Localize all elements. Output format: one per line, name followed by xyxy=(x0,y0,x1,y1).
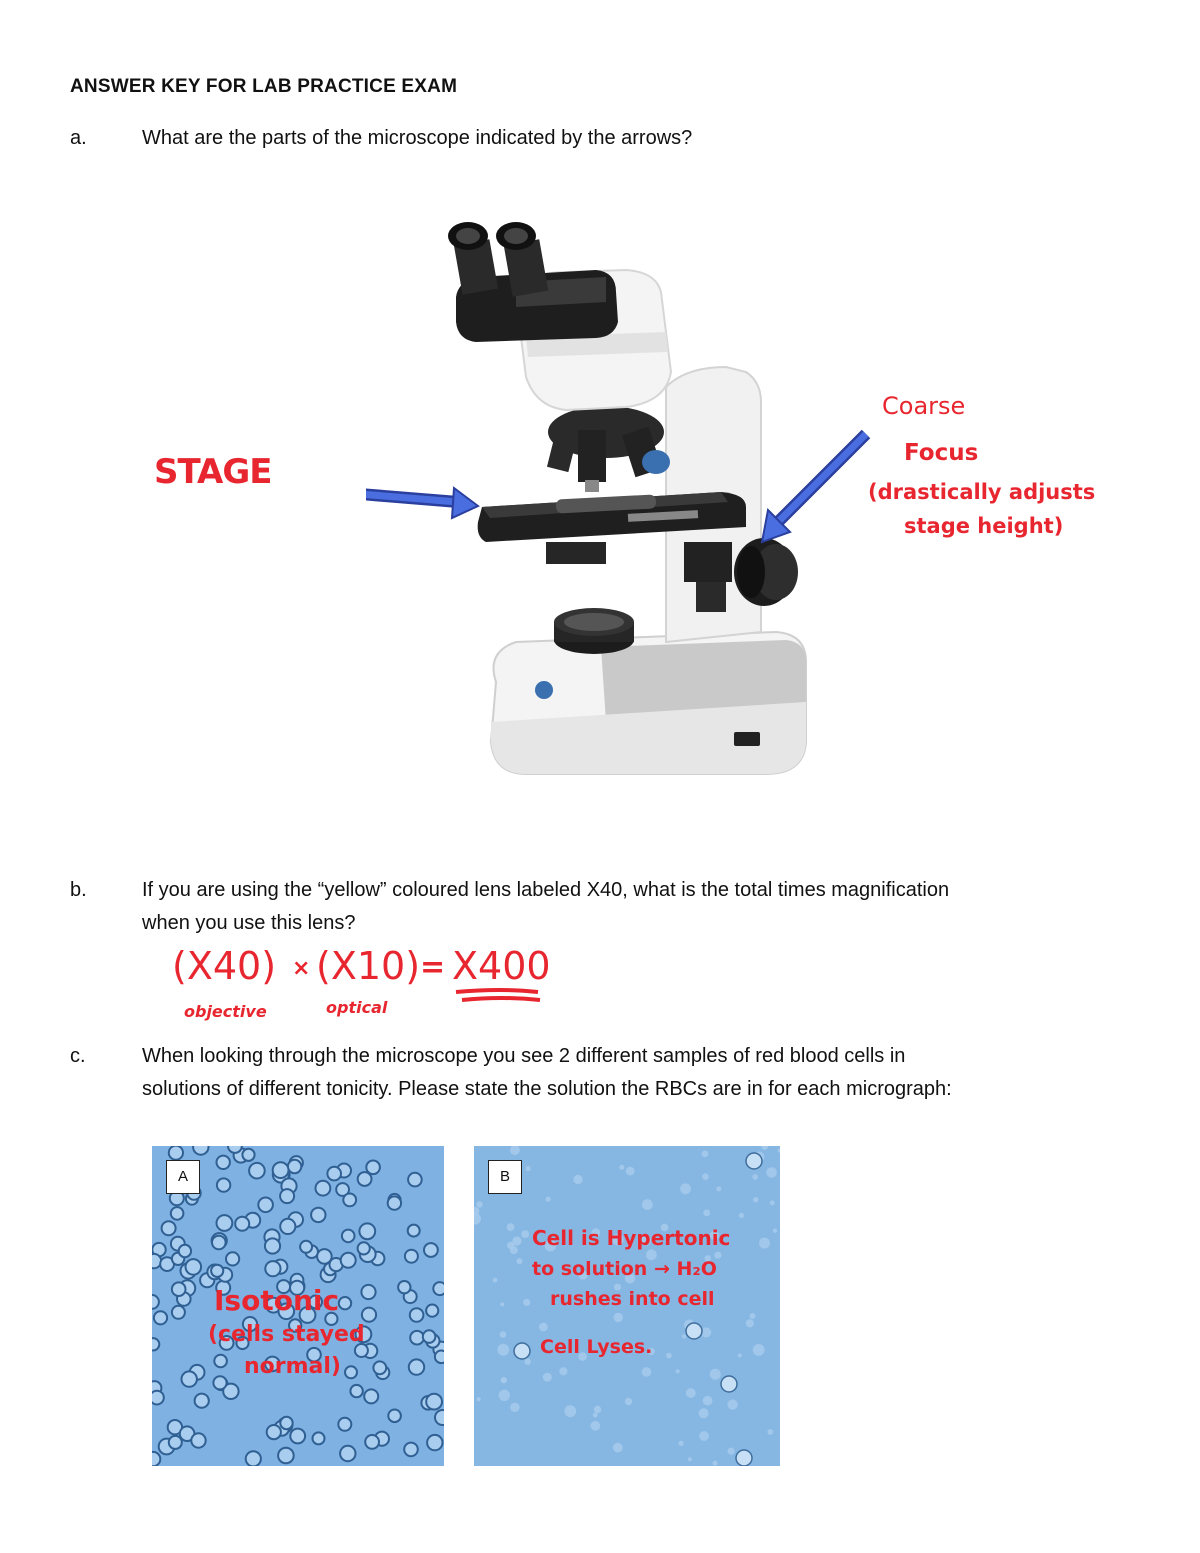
microscope-illustration xyxy=(366,162,906,862)
stage-annotation: STAGE xyxy=(154,452,272,492)
lysed-cell-fragment xyxy=(703,1396,713,1406)
lysed-cell-fragment xyxy=(543,1373,552,1382)
micrograph-b-note-line2: to solution → H₂O xyxy=(532,1258,717,1280)
rbc-cell xyxy=(280,1417,292,1429)
rbc-cell xyxy=(217,1156,230,1169)
ghost-cell xyxy=(721,1376,737,1392)
rbc-cell xyxy=(338,1418,351,1431)
lysed-cell-fragment xyxy=(666,1353,672,1359)
rbc-cell xyxy=(265,1238,280,1253)
micrograph-b-label: B xyxy=(488,1160,522,1194)
lysed-cell-fragment xyxy=(678,1441,683,1446)
question-b-line2: when you use this lens? xyxy=(142,912,356,934)
rbc-cell xyxy=(410,1308,424,1322)
rbc-cell xyxy=(342,1230,355,1243)
rbc-cell xyxy=(265,1261,280,1276)
rbc-cell xyxy=(273,1162,289,1178)
micrograph-a-note-line2: (cells stayed xyxy=(208,1322,365,1347)
question-a xyxy=(70,122,1170,156)
micrograph-b-note-line1: Cell is Hypertonic xyxy=(532,1226,731,1250)
rbc-cell xyxy=(405,1250,418,1263)
lysed-cell-fragment xyxy=(767,1429,773,1435)
rbc-cell xyxy=(366,1161,380,1175)
rbc-cell xyxy=(280,1189,294,1203)
rbc-cell xyxy=(350,1385,362,1397)
lysed-cell-fragment xyxy=(625,1398,632,1405)
rbc-cell xyxy=(214,1355,227,1368)
lysed-cell-fragment xyxy=(525,1359,531,1365)
coarse-annotation-line3: (drastically adjusts xyxy=(868,480,1096,504)
lysed-cell-fragment xyxy=(739,1213,744,1218)
lysed-cell-fragment xyxy=(477,1397,481,1401)
rbc-cell xyxy=(317,1249,332,1264)
lysed-cell-fragment xyxy=(680,1183,691,1194)
lysed-cell-fragment xyxy=(564,1405,576,1417)
rbc-cell xyxy=(300,1241,312,1253)
lysed-cell-fragment xyxy=(642,1199,653,1210)
lysed-cell-fragment xyxy=(686,1388,696,1398)
rbc-cell xyxy=(249,1163,265,1179)
rbc-cell xyxy=(211,1265,223,1277)
page-title: ANSWER KEY FOR LAB PRACTICE EXAM xyxy=(70,76,458,97)
mag-optical-label: optical xyxy=(326,998,388,1017)
lysed-cell-fragment xyxy=(727,1399,737,1409)
mag-result-underline xyxy=(452,986,544,1006)
rbc-cell xyxy=(408,1173,422,1187)
lysed-cell-fragment xyxy=(497,1344,509,1356)
rbc-cell xyxy=(228,1146,242,1153)
lysed-cell-fragment xyxy=(682,1334,686,1338)
rbc-cell xyxy=(358,1242,370,1254)
rbc-cell xyxy=(172,1306,185,1319)
lysed-cell-fragment xyxy=(614,1313,623,1322)
rbc-cell xyxy=(213,1376,226,1389)
rbc-cell xyxy=(409,1359,424,1374)
rbc-cell xyxy=(152,1295,159,1309)
rbc-cell xyxy=(343,1194,356,1207)
question-b-label: b. xyxy=(70,879,87,901)
rbc-cell xyxy=(388,1410,401,1423)
rbc-cell xyxy=(195,1394,209,1408)
rbc-cell xyxy=(169,1436,182,1449)
question-c-line1: When looking through the microscope you see 2 different samples of red blood cells in xyxy=(142,1045,906,1067)
rbc-cell xyxy=(152,1452,160,1466)
rbc-cell xyxy=(182,1371,197,1386)
lysed-cell-fragment xyxy=(507,1223,515,1231)
lysed-cell-fragment xyxy=(499,1390,510,1401)
question-c-line2: solutions of different tonicity. Please state the solution the RBCs are in for each micrograph: xyxy=(142,1078,952,1100)
lysed-cell-fragment xyxy=(688,1457,692,1461)
ghost-cell xyxy=(514,1343,530,1359)
lysed-cell-fragment xyxy=(476,1201,482,1207)
micrograph-a-note-line3: normal) xyxy=(244,1354,341,1379)
rbc-cell xyxy=(404,1443,418,1457)
rbc-cell xyxy=(258,1198,273,1213)
lysed-cell-fragment xyxy=(626,1167,635,1176)
lysed-cell-fragment xyxy=(642,1367,652,1377)
rbc-cell xyxy=(172,1282,186,1296)
lysed-cell-fragment xyxy=(523,1299,530,1306)
lysed-cell-fragment xyxy=(619,1165,624,1170)
lysed-cell-fragment xyxy=(710,1369,721,1380)
rbc-cell xyxy=(246,1451,261,1466)
lysed-cell-fragment xyxy=(753,1344,765,1356)
micrograph-a-label: A xyxy=(166,1160,200,1194)
lysed-cell-fragment xyxy=(510,1403,519,1412)
lysed-cell-fragment xyxy=(728,1448,735,1455)
rbc-cell xyxy=(313,1432,325,1444)
rbc-cell xyxy=(359,1223,375,1239)
lysed-cell-fragment xyxy=(702,1151,709,1158)
rbc-cell xyxy=(288,1160,301,1173)
lysed-cell-fragment xyxy=(773,1229,777,1233)
rbc-cell xyxy=(152,1338,159,1350)
question-a-text: What are the parts of the microscope indicated by the arrows? xyxy=(142,127,693,149)
lysed-cell-fragment xyxy=(613,1443,623,1453)
rbc-cell xyxy=(212,1236,226,1250)
lysed-cell-fragment xyxy=(703,1209,710,1216)
lysed-cell-fragment xyxy=(593,1413,598,1418)
lysed-cell-fragment xyxy=(493,1278,498,1283)
rbc-cell xyxy=(154,1311,167,1324)
rbc-cell xyxy=(340,1446,355,1461)
rbc-cell xyxy=(179,1245,191,1257)
rbc-cell xyxy=(423,1330,436,1343)
question-b-line1: If you are using the “yellow” coloured lens labeled X40, what is the total times magnification xyxy=(142,879,950,901)
mag-objective: (X40) xyxy=(172,944,277,988)
coarse-annotation-line1: Coarse xyxy=(882,392,966,420)
mag-optical: (X10) xyxy=(316,944,421,988)
lysed-cell-fragment xyxy=(761,1146,768,1150)
rbc-cell xyxy=(364,1389,378,1403)
question-b xyxy=(70,874,1170,944)
rbc-cell xyxy=(435,1410,444,1425)
rbc-cell xyxy=(398,1281,410,1293)
lysed-cell-fragment xyxy=(749,1313,755,1319)
mag-times-sign: × xyxy=(292,956,311,981)
rbc-cell xyxy=(316,1181,331,1196)
micrograph-b-note-line4: Cell Lyses. xyxy=(540,1336,653,1358)
micrograph-b xyxy=(474,1146,780,1466)
micrograph-a-note-line1: Isotonic xyxy=(214,1284,340,1317)
lysed-cell-fragment xyxy=(716,1186,721,1191)
lysed-cell-fragment xyxy=(510,1146,520,1155)
rbc-cell xyxy=(186,1259,202,1275)
mag-result: X400 xyxy=(452,944,551,988)
rbc-cell xyxy=(152,1391,164,1405)
rbc-cell xyxy=(339,1297,351,1309)
lysed-cell-fragment xyxy=(778,1148,781,1152)
rbc-cell xyxy=(435,1351,444,1364)
rbc-cell xyxy=(341,1253,356,1268)
rbc-cell xyxy=(361,1285,375,1299)
lysed-cell-fragment xyxy=(594,1406,601,1413)
microscope-image xyxy=(366,162,906,862)
lysed-cell-fragment xyxy=(766,1167,777,1178)
rbc-cell xyxy=(362,1308,376,1322)
lysed-cell-fragment xyxy=(753,1197,758,1202)
rbc-cell xyxy=(191,1433,205,1447)
lysed-cell-fragment xyxy=(559,1367,567,1375)
lysed-cell-fragment xyxy=(500,1331,507,1338)
rbc-cell xyxy=(426,1305,438,1317)
rbc-cell xyxy=(267,1425,281,1439)
rbc-cell xyxy=(290,1429,305,1444)
mag-equals-sign: = xyxy=(420,950,446,985)
rbc-cell xyxy=(242,1149,254,1161)
question-c-label: c. xyxy=(70,1045,86,1067)
lysed-cell-fragment xyxy=(752,1174,758,1180)
ghost-cell xyxy=(736,1450,752,1466)
lysed-cell-fragment xyxy=(512,1236,521,1245)
lysed-cell-fragment xyxy=(517,1258,523,1264)
rbc-cell xyxy=(162,1221,176,1235)
lysed-cell-fragment xyxy=(521,1230,529,1238)
rbc-cell xyxy=(226,1252,239,1265)
lysed-cell-fragment xyxy=(591,1421,601,1431)
rbc-cell xyxy=(345,1366,357,1378)
ghost-cell xyxy=(686,1323,702,1339)
rbc-cell xyxy=(388,1196,401,1209)
rbc-cell xyxy=(327,1167,341,1181)
rbc-cell xyxy=(217,1215,233,1231)
rbc-cell xyxy=(427,1435,442,1450)
micrograph-b-note-line3: rushes into cell xyxy=(550,1288,715,1310)
question-a-label: a. xyxy=(70,127,87,149)
mag-objective-label: objective xyxy=(184,1002,267,1021)
lysed-cell-fragment xyxy=(702,1173,709,1180)
rbc-cell xyxy=(424,1243,438,1257)
arrow-to-coarse-focus-icon xyxy=(762,434,866,542)
lysed-cell-fragment xyxy=(699,1408,709,1418)
micrograph-a xyxy=(152,1146,444,1466)
rbc-cell xyxy=(280,1219,295,1234)
arrow-to-stage-icon xyxy=(366,488,478,518)
lysed-cell-fragment xyxy=(759,1238,770,1249)
lysed-cell-fragment xyxy=(738,1353,742,1357)
coarse-annotation-line4: stage height) xyxy=(904,514,1064,538)
rbc-cell xyxy=(169,1146,183,1160)
rbc-cell xyxy=(278,1448,294,1464)
lysed-cell-fragment xyxy=(746,1319,754,1327)
lysed-cell-fragment xyxy=(500,1302,504,1306)
ghost-cell xyxy=(746,1153,762,1169)
lysed-cell-fragment xyxy=(474,1213,481,1225)
rbc-cell xyxy=(193,1146,208,1155)
rbc-cell xyxy=(217,1178,230,1191)
rbc-cell xyxy=(365,1435,379,1449)
lysed-cell-fragment xyxy=(539,1323,548,1332)
lysed-cell-fragment xyxy=(501,1377,507,1383)
rbc-cell xyxy=(410,1331,424,1345)
lysed-cell-fragment xyxy=(526,1166,531,1171)
lysed-cell-fragment xyxy=(713,1461,718,1466)
lysed-cell-fragment xyxy=(573,1175,582,1184)
lysed-cell-fragment xyxy=(676,1369,680,1373)
rbc-cell xyxy=(408,1225,420,1237)
rbc-cell xyxy=(235,1217,249,1231)
lysed-cell-fragment xyxy=(546,1197,551,1202)
rbc-cell xyxy=(311,1208,325,1222)
rbc-cell xyxy=(373,1361,386,1374)
rbc-cell xyxy=(171,1207,184,1220)
rbc-cell xyxy=(433,1282,444,1295)
coarse-annotation-line2: Focus xyxy=(904,440,979,466)
lysed-cell-fragment xyxy=(770,1200,775,1205)
lysed-cell-fragment xyxy=(699,1431,709,1441)
question-c xyxy=(70,1040,1170,1110)
rbc-cell xyxy=(426,1394,442,1410)
